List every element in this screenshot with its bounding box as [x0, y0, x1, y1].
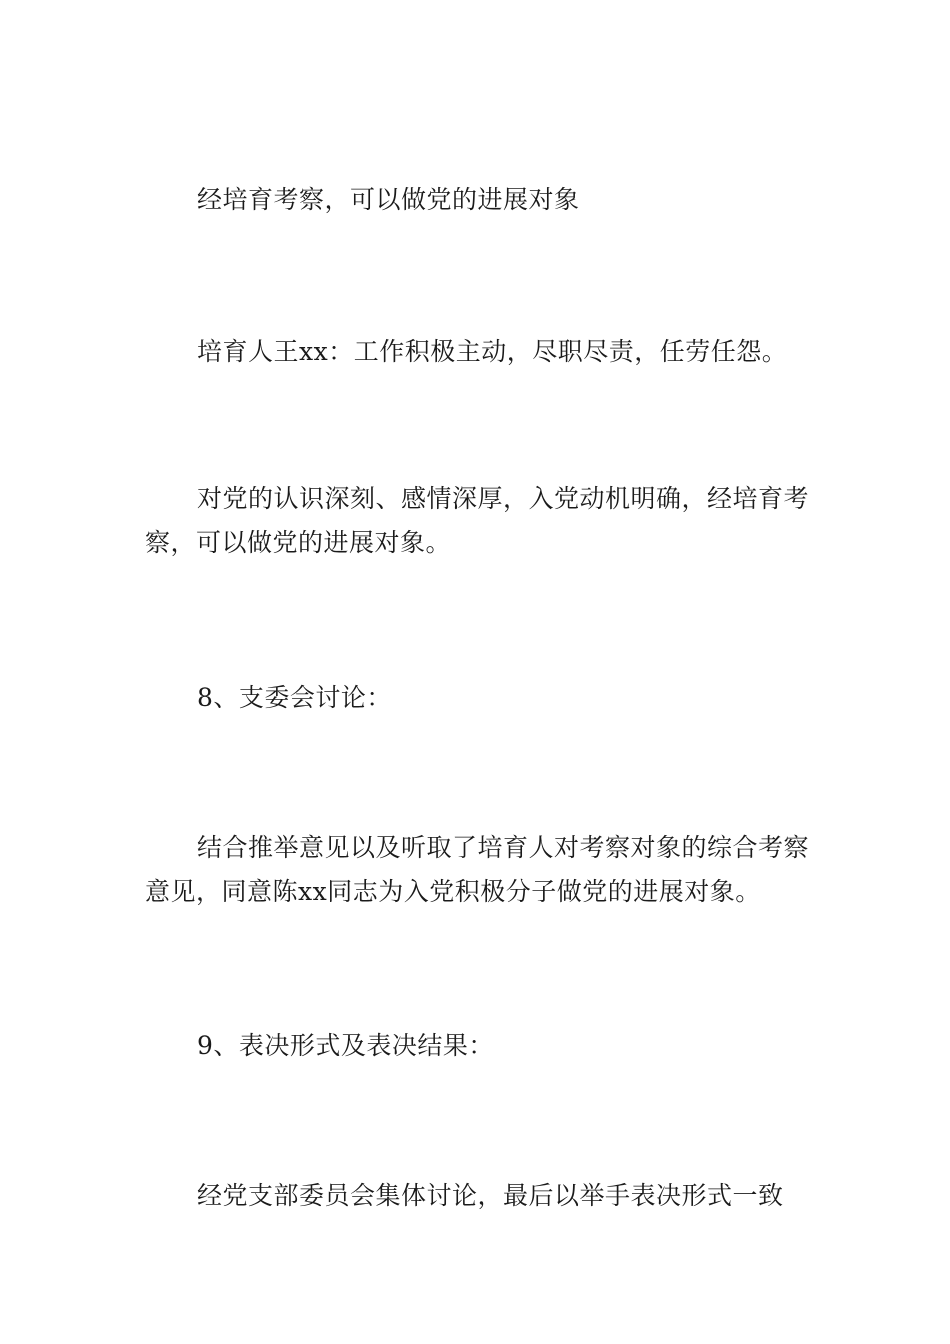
- section-heading-committee-discussion: 8、支委会讨论：: [197, 683, 392, 712]
- paragraph-voting-result: 经党支部委员会集体讨论，最后以举手表决形式一致: [197, 1181, 784, 1210]
- paragraph-cultivator-comment: 培育人王xx：工作积极主动，尽职尽责，任劳任怨。: [197, 337, 788, 366]
- paragraph-party-understanding: 对党的认识深刻、感情深厚，入党动机明确，经培育考察，可以做党的进展对象。: [145, 484, 810, 557]
- paragraph-assessment-conclusion: 经培育考察，可以做党的进展对象: [197, 185, 580, 214]
- paragraph-committee-decision: 结合推举意见以及听取了培育人对考察对象的综合考察意见，同意陈xx同志为入党积极分子做党的进展对象。: [145, 833, 810, 906]
- section-heading-voting: 9、表决形式及表决结果：: [197, 1031, 494, 1060]
